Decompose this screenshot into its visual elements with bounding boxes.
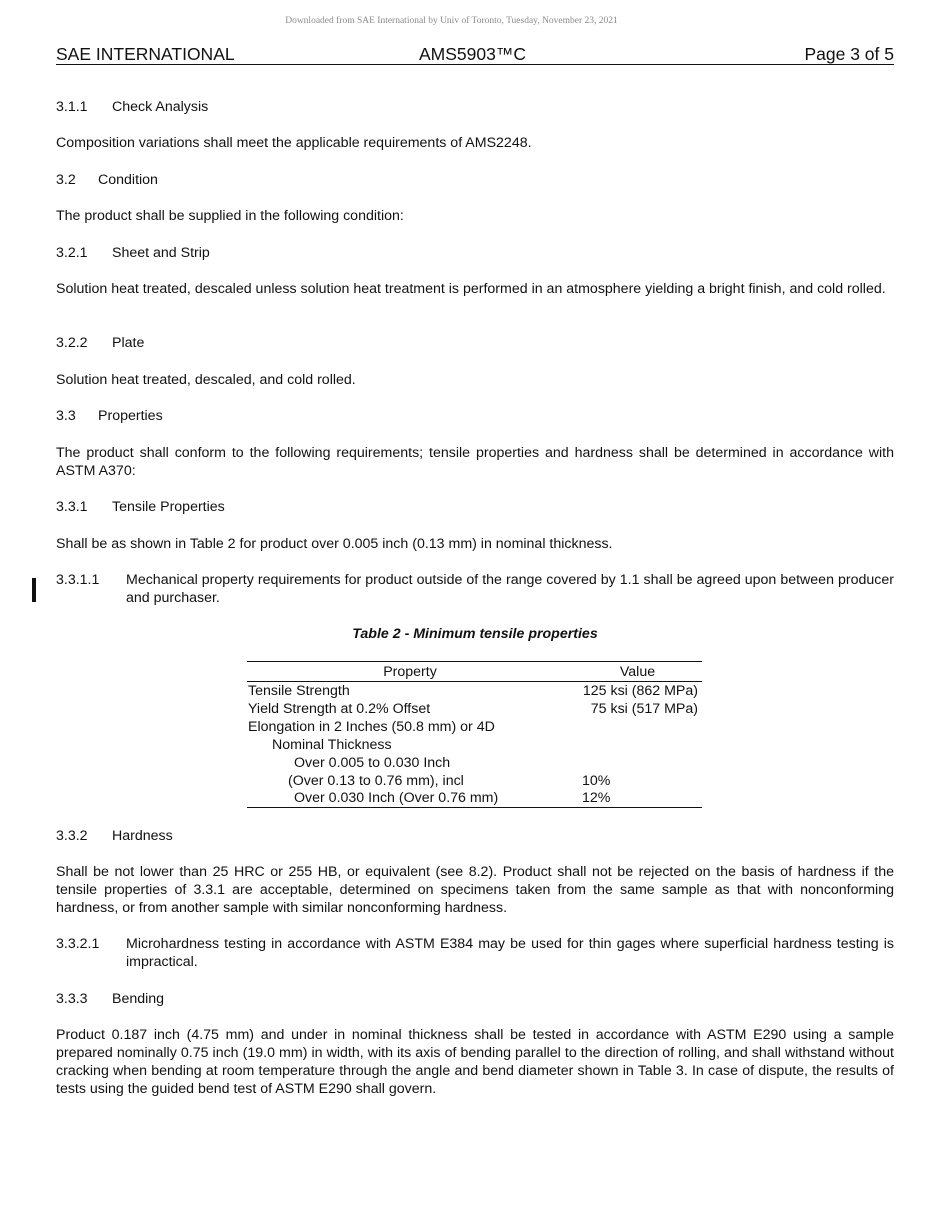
- section-3-2-2-text: Solution heat treated, descaled, and cold rolled.: [56, 372, 356, 388]
- section-3-1-1-title: Check Analysis: [112, 99, 209, 115]
- header-page-number: Page 3 of 5: [804, 44, 894, 64]
- table-row-property: Tensile Strength: [248, 683, 350, 699]
- table-row-property: Over 0.005 to 0.030 Inch: [294, 755, 451, 771]
- section-3-3-3-text: Product 0.187 inch (4.75 mm) and under in nominal thickness shall be tested in accordance with ASTM E290 using a sample prepared nominally 0.75 inch (19.0 mm) in width, with its axis of bending parallel to the direction of rolling, and shall withstand without cracking when bending at room temperature through the angle and bend diameter shown in Table 3. In case of dispute, the results of tests using the guided bend test of ASTM E290 shall govern.: [56, 1027, 894, 1097]
- section-3-3-2-text: Shall be not lower than 25 HRC or 255 HB, or equivalent (see 8.2). Product shall not be rejected on the basis of hardness if the tensile properties of 3.3.1 are acceptable, determined on specimens taken from the same sample as that with nonconforming hardness, or from another sample with similar nonconforming hardness.: [56, 864, 894, 916]
- header-rule: [56, 64, 894, 65]
- section-3-3-title: Properties: [98, 408, 163, 424]
- section-3-3-1-number: 3.3.1: [56, 499, 88, 515]
- section-3-3-2-1-number: 3.3.2.1: [56, 936, 100, 952]
- section-3-3-3-title: Bending: [112, 991, 165, 1007]
- table-header-value: Value: [619, 664, 656, 680]
- section-3-3-2-number: 3.3.2: [56, 828, 88, 844]
- table-row-property: (Over 0.13 to 0.76 mm), incl: [288, 773, 464, 789]
- table-row-property: Yield Strength at 0.2% Offset: [248, 701, 431, 717]
- section-3-2-1-text: Solution heat treated, descaled unless solution heat treatment is performed in an atmosphere yielding a bright finish, and cold rolled.: [56, 281, 886, 297]
- section-3-3-1-1-number: 3.3.1.1: [56, 572, 100, 588]
- table-2-caption: Table 2 - Minimum tensile properties: [352, 626, 598, 642]
- table-top-rule: [247, 661, 702, 662]
- table-row-value: 75 ksi (517 MPa): [590, 701, 698, 717]
- table-row-property: Elongation in 2 Inches (50.8 mm) or 4D: [248, 719, 495, 735]
- section-3-1-1-number: 3.1.1: [56, 99, 88, 115]
- revision-change-bar: [32, 578, 36, 602]
- table-header-property: Property: [383, 664, 437, 680]
- table-row-value: 125 ksi (862 MPa): [582, 683, 698, 699]
- section-3-2-1-number: 3.2.1: [56, 245, 88, 261]
- table-row-value: 12%: [582, 790, 611, 806]
- table-row-property: Over 0.030 Inch (Over 0.76 mm): [294, 790, 499, 806]
- section-3-3-1-text: Shall be as shown in Table 2 for product over 0.005 inch (0.13 mm) in nominal thickness.: [56, 536, 613, 552]
- section-3-1-1-text: Composition variations shall meet the applicable requirements of AMS2248.: [56, 135, 532, 151]
- header-org: SAE INTERNATIONAL: [56, 44, 235, 64]
- section-3-2-2-title: Plate: [112, 335, 145, 351]
- section-3-3-text: The product shall conform to the following requirements; tensile properties and hardness shall be determined in accordance with ASTM A370:: [56, 445, 894, 479]
- section-3-3-1-title: Tensile Properties: [112, 499, 225, 515]
- section-3-3-2-1-text: Microhardness testing in accordance with ASTM E384 may be used for thin gages where superficial hardness testing is impractical.: [126, 936, 894, 970]
- download-watermark: Downloaded from SAE International by Univ of Toronto, Tuesday, November 23, 2021: [285, 16, 618, 26]
- table-bottom-rule: [247, 807, 702, 808]
- header-doc-id: AMS5903™C: [419, 44, 526, 64]
- section-3-3-3-number: 3.3.3: [56, 991, 88, 1007]
- section-3-2-text: The product shall be supplied in the following condition:: [56, 208, 404, 224]
- section-3-3-2-title: Hardness: [112, 828, 173, 844]
- section-3-2-number: 3.2: [56, 172, 76, 188]
- section-3-2-title: Condition: [98, 172, 158, 188]
- section-3-2-1-title: Sheet and Strip: [112, 245, 210, 261]
- section-3-2-2-number: 3.2.2: [56, 335, 88, 351]
- table-row-property: Nominal Thickness: [272, 737, 392, 753]
- section-3-3-1-1-text: Mechanical property requirements for product outside of the range covered by 1.1 shall be agreed upon between producer and purchaser.: [126, 572, 894, 606]
- table-row-value: 10%: [582, 773, 611, 789]
- section-3-3-number: 3.3: [56, 408, 76, 424]
